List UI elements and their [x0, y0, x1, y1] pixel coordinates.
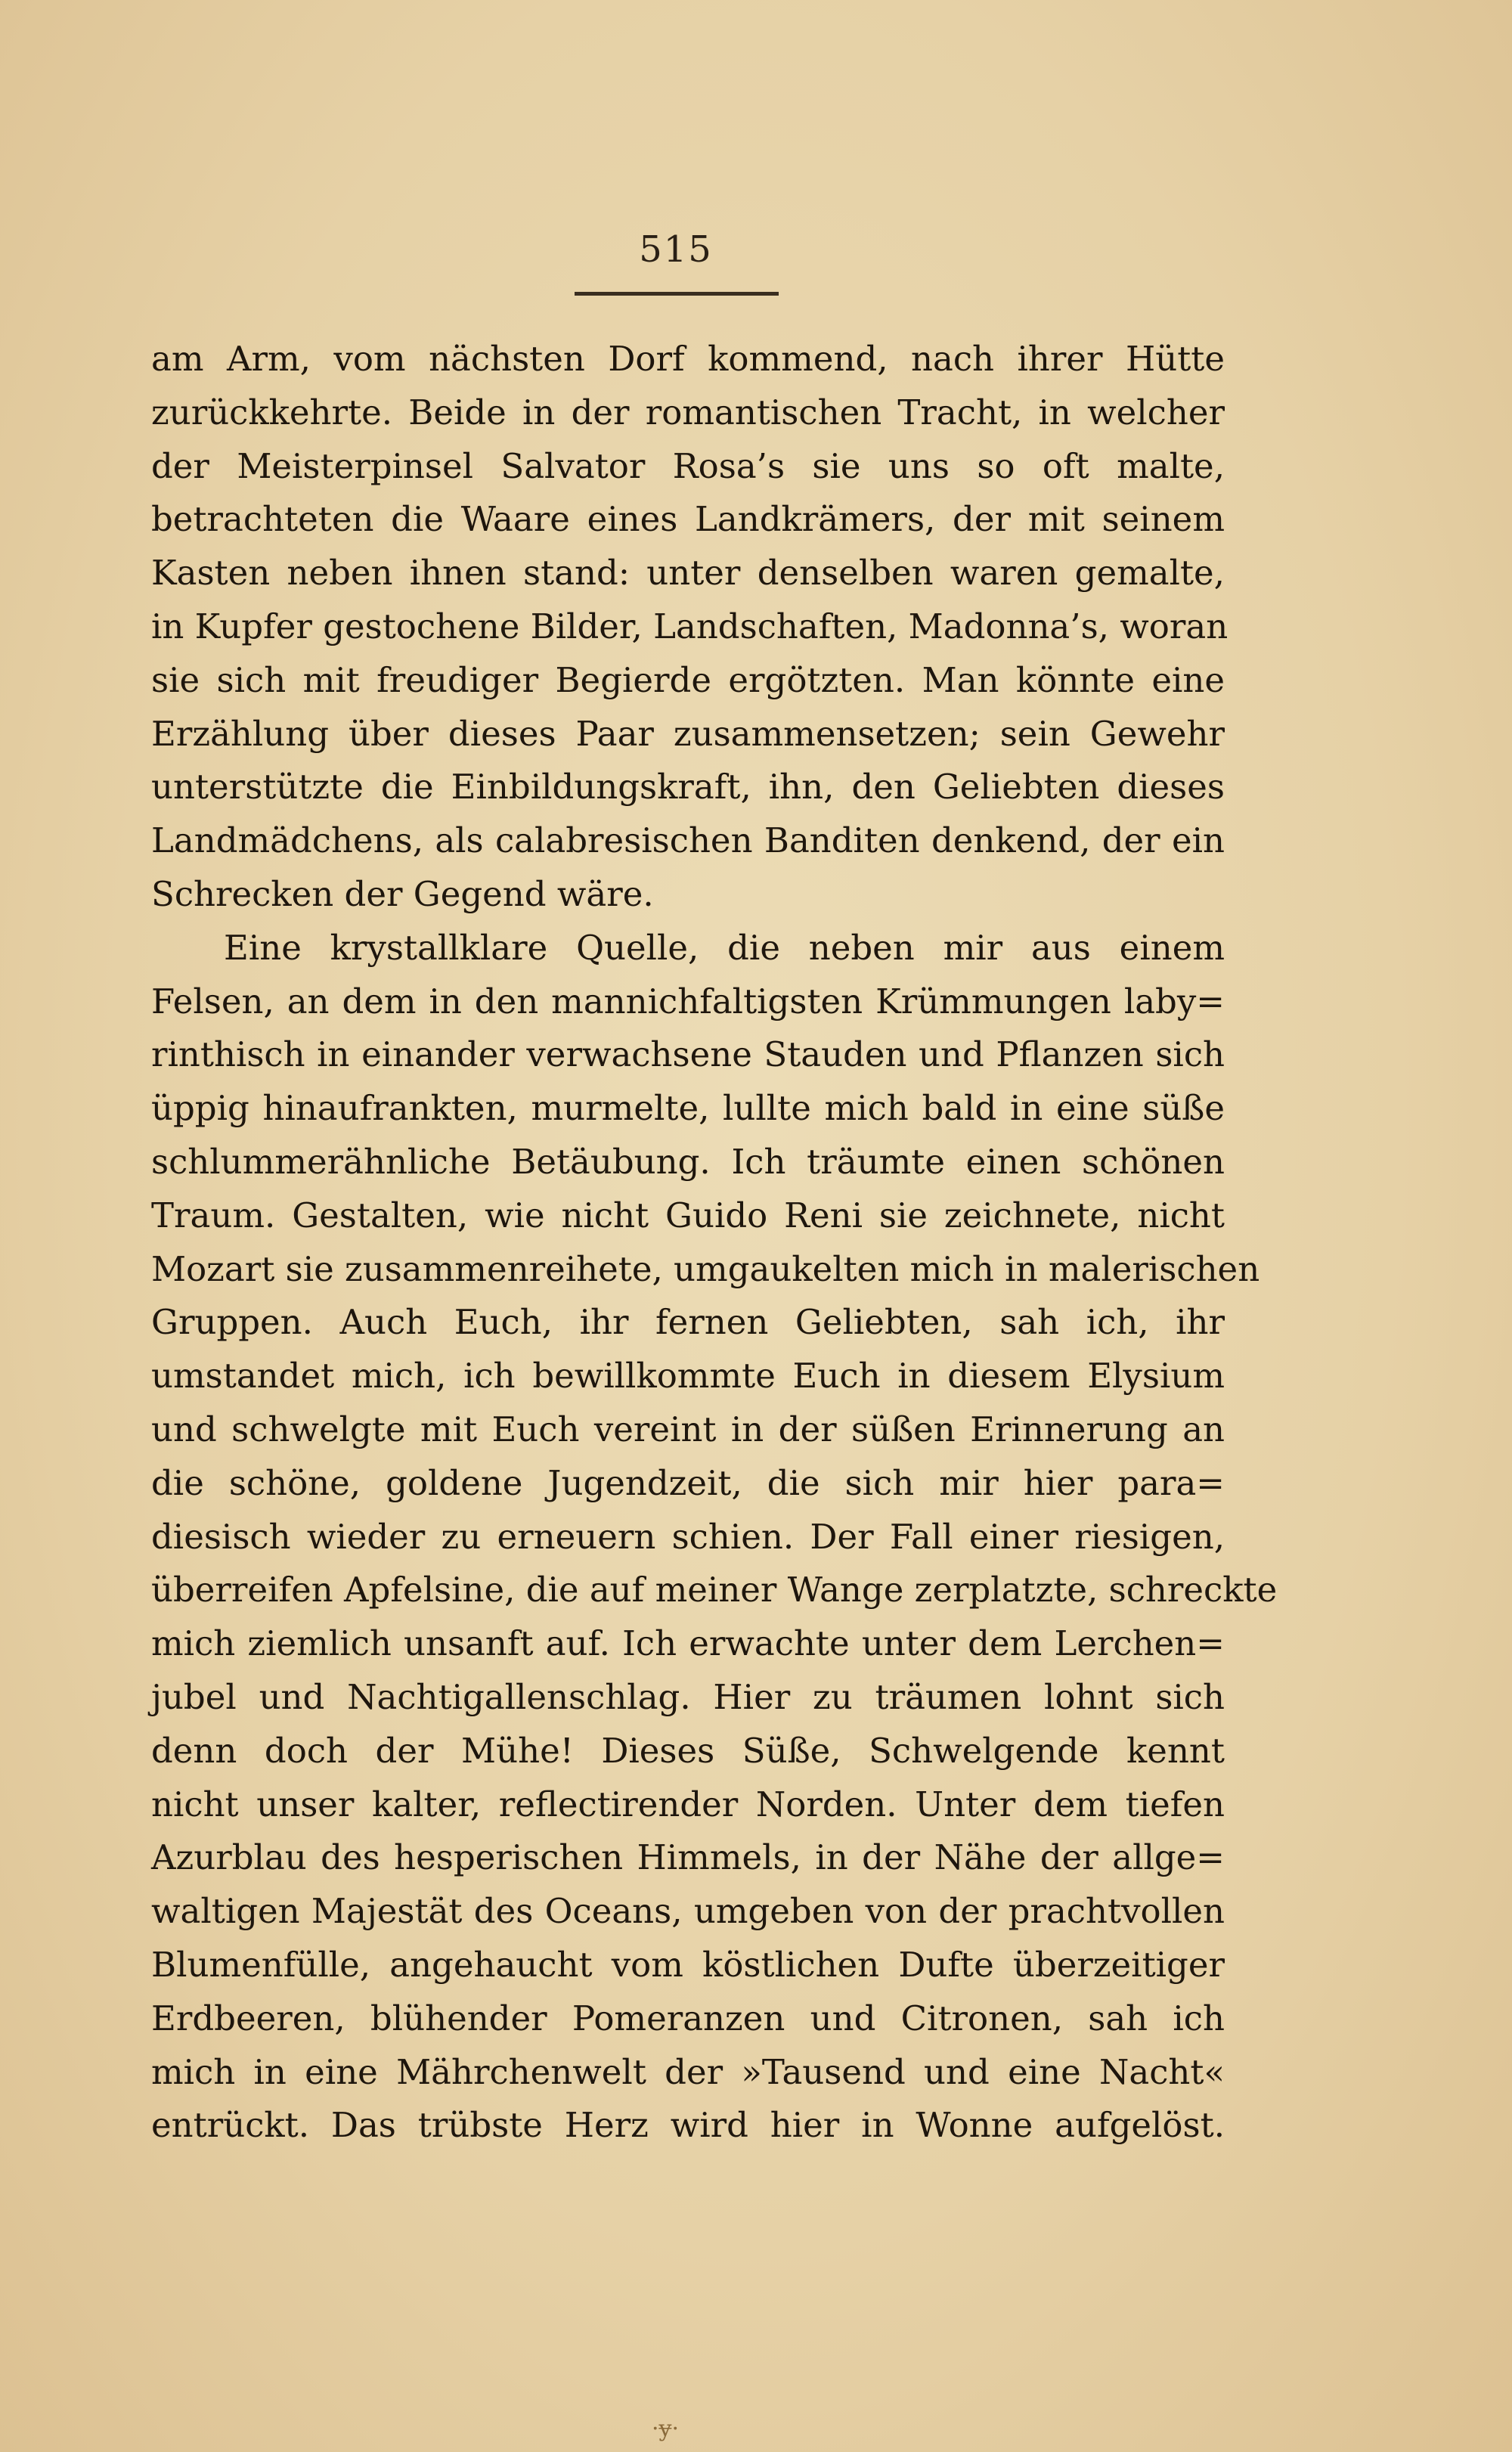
text-line: schlummerähnliche Betäubung. Ich träumte einen schönen [151, 1141, 1225, 1182]
text-line: Gruppen. Auch Euch, ihr fernen Geliebten, sah ich, ihr [151, 1302, 1225, 1343]
text-line: Traum. Gestalten, wie nicht Guido Reni sie zeichnete, nicht [151, 1195, 1225, 1235]
text-line: der Meisterpinsel Salvator Rosa’s sie uns so oft malte, [151, 445, 1225, 486]
text-line: rinthisch in einander verwachsene Stauden und Pflanzen sich [151, 1034, 1225, 1075]
text-line: überreifen Apfelsine, die auf meiner Wange zerplatzte, schreckte [151, 1570, 1278, 1610]
text-line: unterstützte die Einbildungskraft, ihn, den Geliebten dieses [151, 767, 1225, 808]
text-line: und schwelgte mit Euch vereint in der süßen Erinnerung an [151, 1409, 1225, 1449]
text-line: waltigen Majestät des Oceans, umgeben von der prachtvollen [151, 1891, 1225, 1932]
text-line: Azurblau des hesperischen Himmels, in der Nähe der allge= [151, 1837, 1225, 1878]
text-line: betrachteten die Waare eines Landkrämers, der mit seinem [151, 499, 1225, 540]
text-line: Kasten neben ihnen stand: unter denselben waren gemalte, [151, 553, 1225, 594]
text-line: diesisch wieder zu erneuern schien. Der Fall einer riesigen, [151, 1516, 1225, 1557]
text-line: sie sich mit freudiger Begierde ergötzten. Man könnte eine [151, 659, 1225, 700]
text-line: Eine krystallklare Quelle, die neben mir aus einem [224, 927, 1225, 968]
page-number: 515 [639, 228, 713, 271]
text-line: nicht unser kalter, reflectirender Norden. Unter dem tiefen [151, 1784, 1225, 1824]
text-line: am Arm, vom nächsten Dorf kommend, nach ihrer Hütte [151, 339, 1225, 379]
text-line: in Kupfer gestochene Bilder, Landschaften, Madonna’s, woran [151, 606, 1228, 646]
text-line: zurückkehrte. Beide in der romantischen Tracht, in welcher [151, 392, 1225, 432]
text-line: denn doch der Mühe! Dieses Süße, Schwelgende kennt [151, 1730, 1225, 1771]
text-line: die schöne, goldene Jugendzeit, die sich mir hier para= [151, 1462, 1225, 1503]
text-line: Schrecken der Gegend wäre. [151, 873, 654, 914]
header-rule [575, 292, 779, 296]
footer-mark: ·ɏ· [652, 2416, 680, 2442]
text-line: üppig hinaufrankten, murmelte, lullte mich bald in eine süße [151, 1088, 1225, 1129]
text-line: Erzählung über dieses Paar zusammensetzen; sein Gewehr [151, 713, 1225, 754]
text-line: Erdbeeren, blühender Pomeranzen und Citronen, sah ich [151, 1998, 1225, 2038]
text-line: Felsen, an dem in den mannichfaltigsten Krümmungen laby= [151, 981, 1225, 1021]
text-line: jubel und Nachtigallenschlag. Hier zu träumen lohnt sich [151, 1676, 1225, 1717]
text-line: Blumenfülle, angehaucht vom köstlichen Dufte überzeitiger [151, 1944, 1225, 1985]
text-line: mich in eine Mährchenwelt der »Tausend und eine Nacht« [151, 2051, 1225, 2092]
text-line: mich ziemlich unsanft auf. Ich erwachte unter dem Lerchen= [151, 1623, 1225, 1664]
text-line: umstandet mich, ich bewillkommte Euch in diesem Elysium [151, 1356, 1225, 1396]
text-line: entrückt. Das trübste Herz wird hier in Wonne aufgelöst. [151, 2105, 1225, 2146]
text-line: Mozart sie zusammenreihete, umgaukelten mich in malerischen [151, 1248, 1260, 1289]
text-line: Landmädchens, als calabresischen Banditen denkend, der ein [151, 820, 1225, 861]
body-text [151, 333, 1278, 2153]
